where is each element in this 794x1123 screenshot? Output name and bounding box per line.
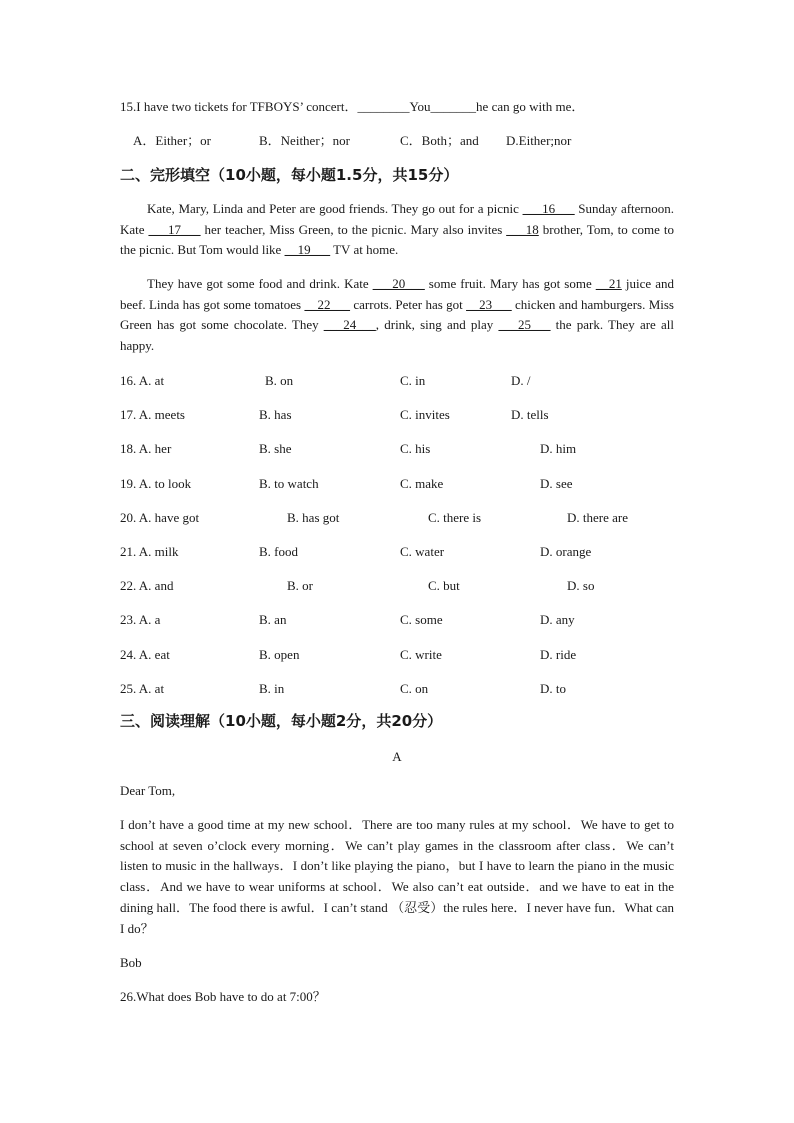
option-20-a: 20. A. have got [120,509,200,525]
cloze-blank: ___24___ [323,317,376,333]
q15-option-b: B．Neither；nor [259,133,350,148]
option-24-a: 24. A. eat [120,646,170,662]
q15-option-c: C．Both；and [400,133,479,148]
cloze-text: Kate, Mary, Linda and Peter are good friends. They go out for a picnic [147,201,523,216]
option-19-a: 19. A. to look [120,475,192,491]
cloze-paragraph-1 [120,199,674,261]
option-23-c: C. some [400,612,443,628]
option-25-d: D. to [540,680,566,696]
cloze-text: her teacher, Miss Green, to the picnic. Mary also invites [200,221,507,237]
cloze-text: brother, Tom, to come to the picnic. But Tom would like [120,221,675,258]
option-18-b: B. she [259,441,292,457]
option-21-b: B. food [259,544,298,559]
q15-stem-b: You [409,99,431,114]
option-25-c: C. on [400,680,429,696]
letter-greeting: Dear Tom, [120,783,176,798]
option-23-a: 23. A. a [120,612,161,628]
cloze-text: the park. They are all happy. [120,317,675,354]
option-24-b: B. open [259,646,300,662]
option-17-b: B. has [259,407,292,423]
cloze-text: , drink, sing and play [375,317,499,333]
option-22-b: B. or [287,578,313,594]
section-2-heading: 二、完形填空（10小题，每小题1.5分，共15分） [120,166,459,184]
option-18-a: 18. A. her [120,441,172,457]
cloze-text: carrots. Peter has got [350,296,467,312]
passage-label: A [392,749,402,764]
cloze-blank: ___17___ [148,221,201,237]
cloze-text: juice and beef. Linda has got some tomatoes [120,276,674,312]
option-19-c: C. make [400,475,444,491]
option-23-b: B. an [259,612,287,628]
option-25-a: 25. A. at [120,680,165,696]
cloze-text: chicken and hamburgers. Miss Green has got some chocolate. They [120,296,674,333]
cloze-text: Sunday afternoon. Kate [120,201,675,237]
cloze-text: They have got some food and drink. Kate [147,276,373,291]
cloze-blank: __21 [595,276,622,291]
q15-blank-1: ________ [357,99,410,114]
cloze-blank: __22___ [304,296,350,312]
option-22-d: D. so [567,578,595,594]
q15-blank-2: _______ [430,99,477,114]
letter-signature: Bob [120,955,142,970]
option-21-c: C. water [400,544,445,559]
q15-stem-a: 15.I have two tickets for TFBOYS’ concert． [120,99,358,114]
cloze-blank: __19___ [284,242,331,258]
question-15 [120,97,584,117]
cloze-paragraph-2 [120,274,674,357]
option-16-d: D. / [511,373,531,388]
option-20-d: D. there are [567,509,628,525]
option-16-a: 16. A. at [120,373,165,388]
option-24-d: D. ride [540,646,577,662]
letter-body: I don’t have a good time at my new school．There are too many rules at my school．We have to get to school at seven o’clock every morning．We can’t play games in the classroom after class．We can’t listen to music in the hallways．I don’t like playing the piano，but I have to learn the piano in the music class．And we have to wear uniforms at school．We also can’t eat outside．and we have to eat in the dining hall．The food there is awful．I can’t stand （忍受）the rules here．I never have fun．What can I do？ [120,817,674,936]
cloze-text: some fruit. Mary has got some [424,276,596,291]
option-20-c: C. there is [428,509,482,525]
cloze-blank: ___25___ [498,317,551,333]
option-18-c: C. his [400,441,431,457]
option-19-b: B. to watch [259,475,319,491]
option-21-a: 21. A. milk [120,544,179,559]
q15-option-a: A．Either；or [133,133,211,148]
option-19-d: D. see [540,475,573,491]
option-22-a: 22. A. and [120,578,174,594]
option-24-c: C. write [400,646,442,662]
option-22-c: C. but [428,578,460,594]
option-16-b: B. on [265,373,294,388]
cloze-blank: __23___ [466,296,512,312]
cloze-text: TV at home. [330,242,399,258]
cloze-blank: ___18 [506,221,539,237]
cloze-blank: ___20___ [372,276,425,291]
option-17-c: C. invites [400,407,450,423]
option-17-d: D. tells [511,407,549,423]
option-20-b: B. has got [287,509,340,525]
option-16-c: C. in [400,373,426,388]
option-25-b: B. in [259,680,285,696]
question-26: 26.What does Bob have to do at 7:00？ [120,989,326,1004]
q15-stem-c: he can go with me． [476,99,585,114]
option-23-d: D. any [540,612,575,628]
cloze-blank: ___16___ [522,201,575,216]
section-3-heading: 三、阅读理解（10小题，每小题2分，共20分） [120,712,443,730]
option-18-d: D. him [540,441,577,457]
option-21-d: D. orange [540,544,592,559]
option-17-a: 17. A. meets [120,407,185,423]
q15-option-d: D.Either;nor [506,133,572,148]
